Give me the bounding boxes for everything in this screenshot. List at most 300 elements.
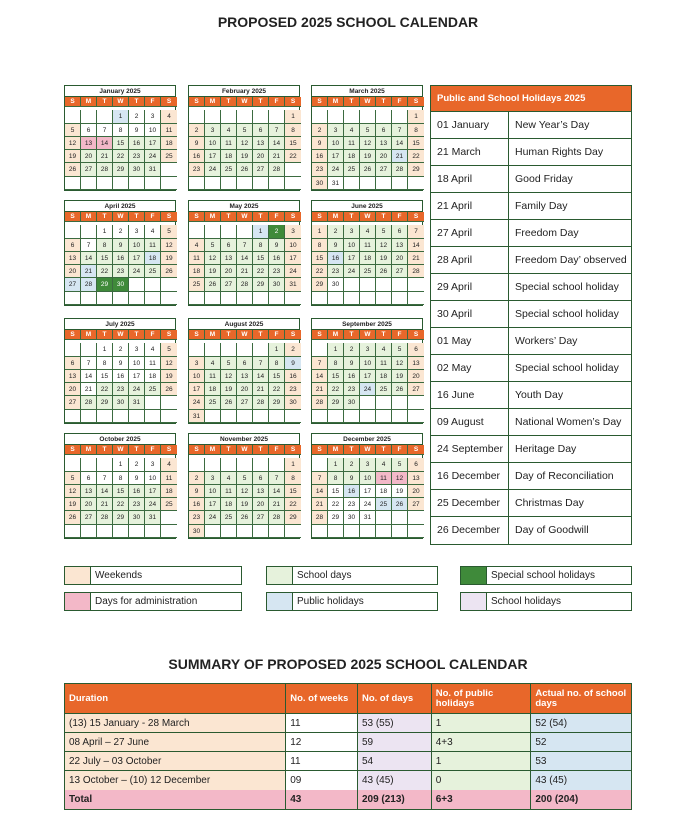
- day-cell: 28: [253, 396, 269, 409]
- empty-cell: [221, 177, 237, 190]
- month-name: May 2025: [189, 201, 299, 212]
- day-cell: 22: [285, 150, 301, 163]
- day-cell: 14: [269, 137, 285, 150]
- weekday-header: T: [129, 330, 145, 340]
- weekday-header: W: [113, 97, 129, 107]
- day-cell: 24: [328, 163, 344, 176]
- day-cell: 1: [253, 225, 269, 238]
- empty-cell: [205, 525, 221, 538]
- empty-cell: [408, 410, 424, 423]
- empty-cell: [392, 292, 408, 305]
- weekday-header: F: [392, 330, 408, 340]
- empty-cell: [344, 110, 360, 123]
- day-cell: 13: [81, 485, 97, 498]
- day-cell: 13: [221, 252, 237, 265]
- month-calendar: [188, 318, 300, 424]
- holiday-row: [431, 193, 631, 220]
- holiday-row: [431, 436, 631, 463]
- day-cell: 12: [221, 370, 237, 383]
- day-cell: 5: [65, 124, 81, 137]
- empty-cell: [205, 177, 221, 190]
- day-cell: 20: [65, 383, 81, 396]
- empty-cell: [285, 410, 301, 423]
- day-cell: 24: [360, 383, 376, 396]
- empty-cell: [65, 292, 81, 305]
- day-cell: 27: [81, 163, 97, 176]
- summary-cell: 12: [286, 733, 358, 751]
- day-cell: 22: [269, 383, 285, 396]
- empty-cell: [221, 110, 237, 123]
- weekday-header: S: [285, 212, 301, 222]
- weekday-header: S: [285, 97, 301, 107]
- day-cell: 23: [269, 265, 285, 278]
- day-cell: 10: [145, 472, 161, 485]
- day-cell: 25: [360, 265, 376, 278]
- month-name: July 2025: [65, 319, 175, 330]
- day-cell: 5: [376, 225, 392, 238]
- page-title: PROPOSED 2025 SCHOOL CALENDAR: [217, 14, 479, 30]
- day-cell: 2: [113, 225, 129, 238]
- empty-cell: [205, 343, 221, 356]
- empty-cell: [360, 292, 376, 305]
- weekday-header: T: [97, 445, 113, 455]
- day-cell: 21: [253, 383, 269, 396]
- weekday-header: F: [269, 445, 285, 455]
- day-cell: 12: [392, 357, 408, 370]
- empty-cell: [408, 525, 424, 538]
- day-cell: 18: [161, 485, 177, 498]
- weekday-header: S: [161, 445, 177, 455]
- weekday-header: S: [285, 330, 301, 340]
- weekday-header: F: [269, 212, 285, 222]
- day-cell: 1: [312, 225, 328, 238]
- day-cell: 12: [65, 485, 81, 498]
- day-cell: 4: [205, 357, 221, 370]
- day-cell: 18: [344, 150, 360, 163]
- summary-total-cell: 209 (213): [358, 790, 432, 809]
- day-cell: 8: [113, 124, 129, 137]
- summary-cell: 53 (55): [358, 714, 432, 732]
- empty-cell: [237, 410, 253, 423]
- day-cell: 27: [376, 163, 392, 176]
- legend-label: School days: [297, 570, 352, 581]
- day-cell: 26: [392, 498, 408, 511]
- empty-cell: [145, 410, 161, 423]
- empty-cell: [205, 458, 221, 471]
- legend-label: Special school holidays: [491, 570, 595, 581]
- empty-cell: [161, 163, 177, 176]
- holiday-row: [431, 166, 631, 193]
- month-calendar: [311, 85, 423, 191]
- empty-cell: [253, 458, 269, 471]
- holiday-date: 01 May: [431, 328, 509, 354]
- weekday-header: T: [97, 212, 113, 222]
- day-cell: 22: [253, 265, 269, 278]
- day-cell: 17: [344, 252, 360, 265]
- month-calendar: [188, 200, 300, 306]
- day-cell: 7: [97, 472, 113, 485]
- day-cell: 25: [221, 163, 237, 176]
- weekday-header: S: [189, 97, 205, 107]
- holiday-date: 27 April: [431, 220, 509, 246]
- empty-cell: [392, 110, 408, 123]
- day-cell: 30: [328, 278, 344, 291]
- day-cell: 23: [312, 163, 328, 176]
- legend-swatch-school-holidays: [461, 593, 487, 610]
- empty-cell: [376, 525, 392, 538]
- month-name: September 2025: [312, 319, 422, 330]
- day-cell: 1: [285, 110, 301, 123]
- day-cell: 18: [221, 150, 237, 163]
- holiday-name: Day of Reconciliation: [515, 470, 614, 482]
- day-cell: 8: [285, 124, 301, 137]
- day-cell: 27: [408, 383, 424, 396]
- legend-swatch-weekends: [65, 567, 91, 584]
- empty-cell: [312, 458, 328, 471]
- empty-cell: [145, 292, 161, 305]
- holiday-name: Youth Day: [515, 389, 564, 401]
- weekday-header: T: [129, 97, 145, 107]
- legend-public: [266, 592, 438, 611]
- weekday-header: T: [344, 212, 360, 222]
- day-cell: 29: [113, 163, 129, 176]
- empty-cell: [145, 525, 161, 538]
- empty-cell: [145, 177, 161, 190]
- day-cell: 4: [161, 458, 177, 471]
- day-cell: 27: [392, 265, 408, 278]
- holiday-row: [431, 382, 631, 409]
- day-cell: 27: [237, 396, 253, 409]
- day-cell: 17: [360, 485, 376, 498]
- empty-cell: [360, 396, 376, 409]
- day-cell: 24: [145, 498, 161, 511]
- day-cell: 3: [129, 343, 145, 356]
- holiday-row: [431, 490, 631, 517]
- day-cell: 15: [285, 485, 301, 498]
- day-cell: 3: [129, 225, 145, 238]
- day-cell: 10: [129, 357, 145, 370]
- day-cell: 3: [360, 458, 376, 471]
- day-cell: 21: [312, 383, 328, 396]
- empty-cell: [237, 225, 253, 238]
- day-cell: 8: [285, 472, 301, 485]
- day-cell: 8: [328, 472, 344, 485]
- empty-cell: [392, 410, 408, 423]
- weekday-header: S: [65, 212, 81, 222]
- empty-cell: [221, 292, 237, 305]
- day-cell: 3: [285, 225, 301, 238]
- day-cell: 29: [97, 396, 113, 409]
- day-cell: 20: [237, 383, 253, 396]
- day-cell: 2: [189, 472, 205, 485]
- summary-cell: 59: [358, 733, 432, 751]
- weekday-header: S: [312, 330, 328, 340]
- day-cell: 10: [145, 124, 161, 137]
- day-cell: 7: [312, 472, 328, 485]
- summary-cell: 0: [432, 771, 532, 790]
- empty-cell: [408, 292, 424, 305]
- empty-cell: [97, 177, 113, 190]
- day-cell: 17: [129, 252, 145, 265]
- day-cell: 7: [81, 357, 97, 370]
- day-cell: 4: [376, 343, 392, 356]
- day-cell: 8: [97, 357, 113, 370]
- day-cell: 16: [328, 252, 344, 265]
- day-cell: 6: [408, 458, 424, 471]
- day-cell: 10: [205, 485, 221, 498]
- day-cell: 2: [312, 124, 328, 137]
- empty-cell: [344, 525, 360, 538]
- day-cell: 7: [97, 124, 113, 137]
- day-cell: 19: [221, 383, 237, 396]
- day-cell: 30: [344, 396, 360, 409]
- day-cell: 7: [269, 124, 285, 137]
- day-cell: 25: [205, 396, 221, 409]
- empty-cell: [97, 525, 113, 538]
- legend-school-holidays: [460, 592, 632, 611]
- weekday-header: T: [253, 97, 269, 107]
- day-cell: 4: [145, 225, 161, 238]
- day-cell: 19: [65, 498, 81, 511]
- day-cell: 2: [129, 110, 145, 123]
- empty-cell: [161, 396, 177, 409]
- day-cell: 14: [392, 137, 408, 150]
- day-cell: 8: [97, 239, 113, 252]
- day-cell: 9: [129, 124, 145, 137]
- weekday-header: S: [285, 445, 301, 455]
- day-cell: 10: [328, 137, 344, 150]
- day-cell: 21: [269, 150, 285, 163]
- day-cell: 30: [269, 278, 285, 291]
- month-calendar: [64, 85, 176, 191]
- day-cell: 11: [376, 357, 392, 370]
- weekday-header: S: [408, 330, 424, 340]
- day-cell: 13: [81, 137, 97, 150]
- day-cell: 28: [97, 163, 113, 176]
- month-name: January 2025: [65, 86, 175, 97]
- empty-cell: [81, 292, 97, 305]
- empty-cell: [312, 410, 328, 423]
- holiday-date: 09 August: [431, 409, 509, 435]
- day-cell: 19: [392, 485, 408, 498]
- day-cell: 6: [237, 357, 253, 370]
- day-cell: 9: [285, 357, 301, 370]
- weekday-header: T: [376, 97, 392, 107]
- holiday-date: 30 April: [431, 301, 509, 327]
- day-cell: 28: [408, 265, 424, 278]
- day-cell: 26: [392, 383, 408, 396]
- weekday-header: S: [189, 445, 205, 455]
- empty-cell: [205, 410, 221, 423]
- legend-special: [460, 566, 632, 585]
- empty-cell: [392, 396, 408, 409]
- day-cell: 20: [65, 265, 81, 278]
- day-cell: 15: [253, 252, 269, 265]
- day-cell: 14: [312, 485, 328, 498]
- empty-cell: [328, 525, 344, 538]
- empty-cell: [312, 343, 328, 356]
- legend-label: Days for administration: [95, 596, 198, 607]
- weekday-header: T: [376, 212, 392, 222]
- day-cell: 17: [189, 383, 205, 396]
- weekday-header: S: [312, 445, 328, 455]
- day-cell: 22: [328, 383, 344, 396]
- empty-cell: [344, 292, 360, 305]
- empty-cell: [189, 292, 205, 305]
- day-cell: 6: [253, 124, 269, 137]
- empty-cell: [285, 163, 301, 176]
- day-cell: 28: [312, 396, 328, 409]
- weekday-header: S: [408, 445, 424, 455]
- summary-cell: 43 (45): [531, 771, 631, 790]
- month-name: November 2025: [189, 434, 299, 445]
- day-cell: 25: [376, 498, 392, 511]
- day-cell: 16: [189, 150, 205, 163]
- day-cell: 4: [360, 225, 376, 238]
- day-cell: 8: [408, 124, 424, 137]
- day-cell: 16: [129, 485, 145, 498]
- empty-cell: [189, 343, 205, 356]
- empty-cell: [81, 110, 97, 123]
- empty-cell: [129, 177, 145, 190]
- holiday-row: [431, 355, 631, 382]
- holiday-row: [431, 328, 631, 355]
- day-cell: 21: [97, 150, 113, 163]
- summary-cell: 52 (54): [531, 714, 631, 732]
- day-cell: 9: [113, 357, 129, 370]
- day-cell: 19: [161, 252, 177, 265]
- empty-cell: [376, 511, 392, 524]
- day-cell: 7: [408, 225, 424, 238]
- day-cell: 12: [237, 485, 253, 498]
- day-cell: 3: [189, 357, 205, 370]
- day-cell: 15: [97, 252, 113, 265]
- empty-cell: [221, 458, 237, 471]
- day-cell: 15: [328, 370, 344, 383]
- day-cell: 17: [205, 150, 221, 163]
- day-cell: 15: [312, 252, 328, 265]
- day-cell: 26: [161, 383, 177, 396]
- day-cell: 22: [328, 498, 344, 511]
- day-cell: 1: [408, 110, 424, 123]
- day-cell: 25: [145, 265, 161, 278]
- summary-header-cell: Duration: [65, 684, 286, 713]
- weekday-header: T: [129, 445, 145, 455]
- day-cell: 15: [97, 370, 113, 383]
- empty-cell: [360, 177, 376, 190]
- holiday-name: New Year’s Day: [515, 119, 590, 131]
- empty-cell: [392, 177, 408, 190]
- day-cell: 11: [161, 472, 177, 485]
- day-cell: 1: [97, 343, 113, 356]
- holiday-row: [431, 301, 631, 328]
- empty-cell: [65, 177, 81, 190]
- day-cell: 1: [328, 458, 344, 471]
- legend-swatch-school-days: [267, 567, 293, 584]
- day-cell: 17: [145, 485, 161, 498]
- day-cell: 8: [269, 357, 285, 370]
- day-cell: 20: [81, 498, 97, 511]
- empty-cell: [161, 278, 177, 291]
- empty-cell: [161, 292, 177, 305]
- holiday-row: [431, 247, 631, 274]
- day-cell: 7: [253, 357, 269, 370]
- holiday-name: Day of Goodwill: [515, 524, 589, 536]
- day-cell: 7: [237, 239, 253, 252]
- day-cell: 10: [360, 357, 376, 370]
- weekday-header: W: [360, 97, 376, 107]
- day-cell: 29: [97, 278, 113, 291]
- empty-cell: [392, 511, 408, 524]
- day-cell: 1: [113, 458, 129, 471]
- empty-cell: [97, 110, 113, 123]
- day-cell: 11: [205, 370, 221, 383]
- empty-cell: [253, 525, 269, 538]
- day-cell: 10: [205, 137, 221, 150]
- day-cell: 26: [161, 265, 177, 278]
- day-cell: 23: [129, 498, 145, 511]
- day-cell: 23: [328, 265, 344, 278]
- empty-cell: [189, 458, 205, 471]
- day-cell: 15: [269, 370, 285, 383]
- holiday-date: 29 April: [431, 274, 509, 300]
- holiday-row: [431, 220, 631, 247]
- empty-cell: [253, 343, 269, 356]
- day-cell: 5: [205, 239, 221, 252]
- day-cell: 25: [145, 383, 161, 396]
- day-cell: 23: [113, 383, 129, 396]
- weekday-header: M: [81, 330, 97, 340]
- day-cell: 21: [312, 498, 328, 511]
- day-cell: 28: [97, 511, 113, 524]
- month-name: April 2025: [65, 201, 175, 212]
- day-cell: 9: [189, 485, 205, 498]
- legend-swatch-public: [267, 593, 293, 610]
- day-cell: 5: [392, 458, 408, 471]
- empty-cell: [285, 292, 301, 305]
- day-cell: 9: [129, 472, 145, 485]
- day-cell: 24: [285, 265, 301, 278]
- day-cell: 18: [189, 265, 205, 278]
- weekday-header: W: [113, 212, 129, 222]
- weekday-header: M: [81, 97, 97, 107]
- weekday-header: S: [161, 97, 177, 107]
- weekday-header: T: [253, 330, 269, 340]
- weekday-header: W: [360, 212, 376, 222]
- holiday-name: Good Friday: [515, 173, 573, 185]
- legend-label: Public holidays: [297, 596, 364, 607]
- day-cell: 12: [376, 239, 392, 252]
- day-cell: 24: [129, 265, 145, 278]
- holiday-row: [431, 517, 631, 544]
- day-cell: 8: [113, 472, 129, 485]
- holiday-date: 28 April: [431, 247, 509, 273]
- holiday-date: 21 March: [431, 139, 509, 165]
- empty-cell: [189, 177, 205, 190]
- month-calendar: [64, 200, 176, 306]
- day-cell: 14: [312, 370, 328, 383]
- day-cell: 28: [81, 278, 97, 291]
- empty-cell: [285, 525, 301, 538]
- legend-admin: [64, 592, 242, 611]
- day-cell: 16: [285, 370, 301, 383]
- day-cell: 19: [205, 265, 221, 278]
- day-cell: 19: [237, 498, 253, 511]
- day-cell: 11: [221, 485, 237, 498]
- empty-cell: [312, 292, 328, 305]
- day-cell: 26: [376, 265, 392, 278]
- empty-cell: [328, 410, 344, 423]
